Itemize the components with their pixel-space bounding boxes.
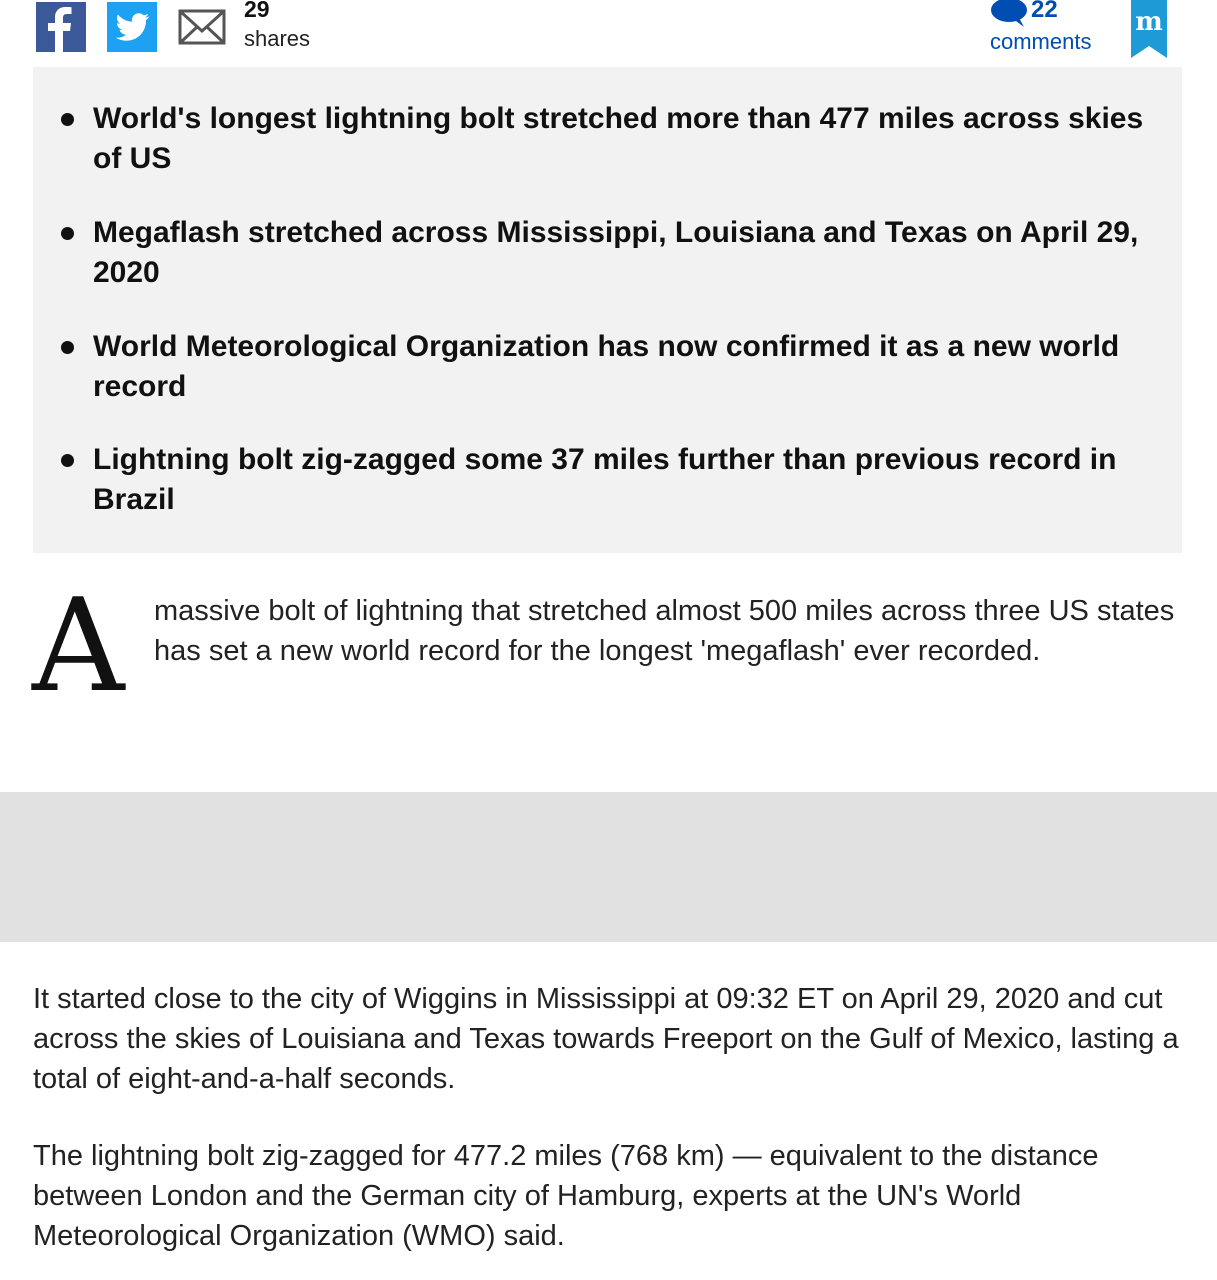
bullet-dot — [61, 227, 74, 240]
summary-item-text: Lightning bolt zig-zagged some 37 miles further than previous record in Brazil — [93, 443, 1117, 516]
facebook-share-button[interactable] — [36, 2, 86, 52]
bullet-dot — [61, 341, 74, 354]
speech-bubble-icon — [990, 0, 1028, 28]
twitter-icon — [107, 2, 157, 52]
article-summary — [33, 67, 1182, 553]
summary-item — [93, 99, 1153, 179]
share-bar — [0, 0, 1217, 66]
bullet-dot — [61, 454, 74, 467]
ad-placeholder — [0, 792, 1217, 942]
drop-cap: A — [32, 572, 125, 721]
email-share-button[interactable] — [177, 2, 227, 52]
comment-count: 22 — [1031, 0, 1058, 23]
body-paragraph: It started close to the city of Wiggins in Mississippi at 09:32 ET on April 29, 2020 and cut across the skies of Louisiana and Texas towards Freeport on the Gulf of Mexico, lasting a total of eight-and-a-half seconds. — [33, 983, 1179, 1095]
summary-item-text: Megaflash stretched across Mississippi, Louisiana and Texas on April 29, 2020 — [93, 216, 1139, 289]
share-count-label: shares — [244, 26, 311, 51]
share-count — [244, 0, 310, 50]
comment-label: comments — [990, 29, 1092, 54]
twitter-share-button[interactable] — [107, 2, 157, 52]
ribbon-glyph: m — [1135, 7, 1163, 37]
facebook-icon — [36, 2, 86, 52]
intro-paragraph: massive bolt of lightning that stretched almost 500 miles across three US states has set a new world record for the longest 'megaflash' ever recorded. — [154, 595, 1175, 667]
share-count-number: 29 — [244, 0, 270, 22]
summary-item — [93, 213, 1153, 293]
summary-item-text: World Meteorological Organization has now confirmed it as a new world record — [93, 330, 1120, 403]
bullet-dot — [61, 113, 74, 126]
summary-item-text: World's longest lightning bolt stretched more than 477 miles across skies of US — [93, 102, 1144, 175]
summary-item — [93, 440, 1153, 520]
summary-item — [93, 327, 1153, 407]
mail-icon — [178, 7, 226, 47]
body-paragraph: The lightning bolt zig-zagged for 477.2 miles (768 km) — equivalent to the distance between London and the German city of Hamburg, experts at the UN's World Meteorological Organization (WMO) said. — [33, 1140, 1099, 1252]
bookmark-icon[interactable] — [1131, 0, 1167, 58]
